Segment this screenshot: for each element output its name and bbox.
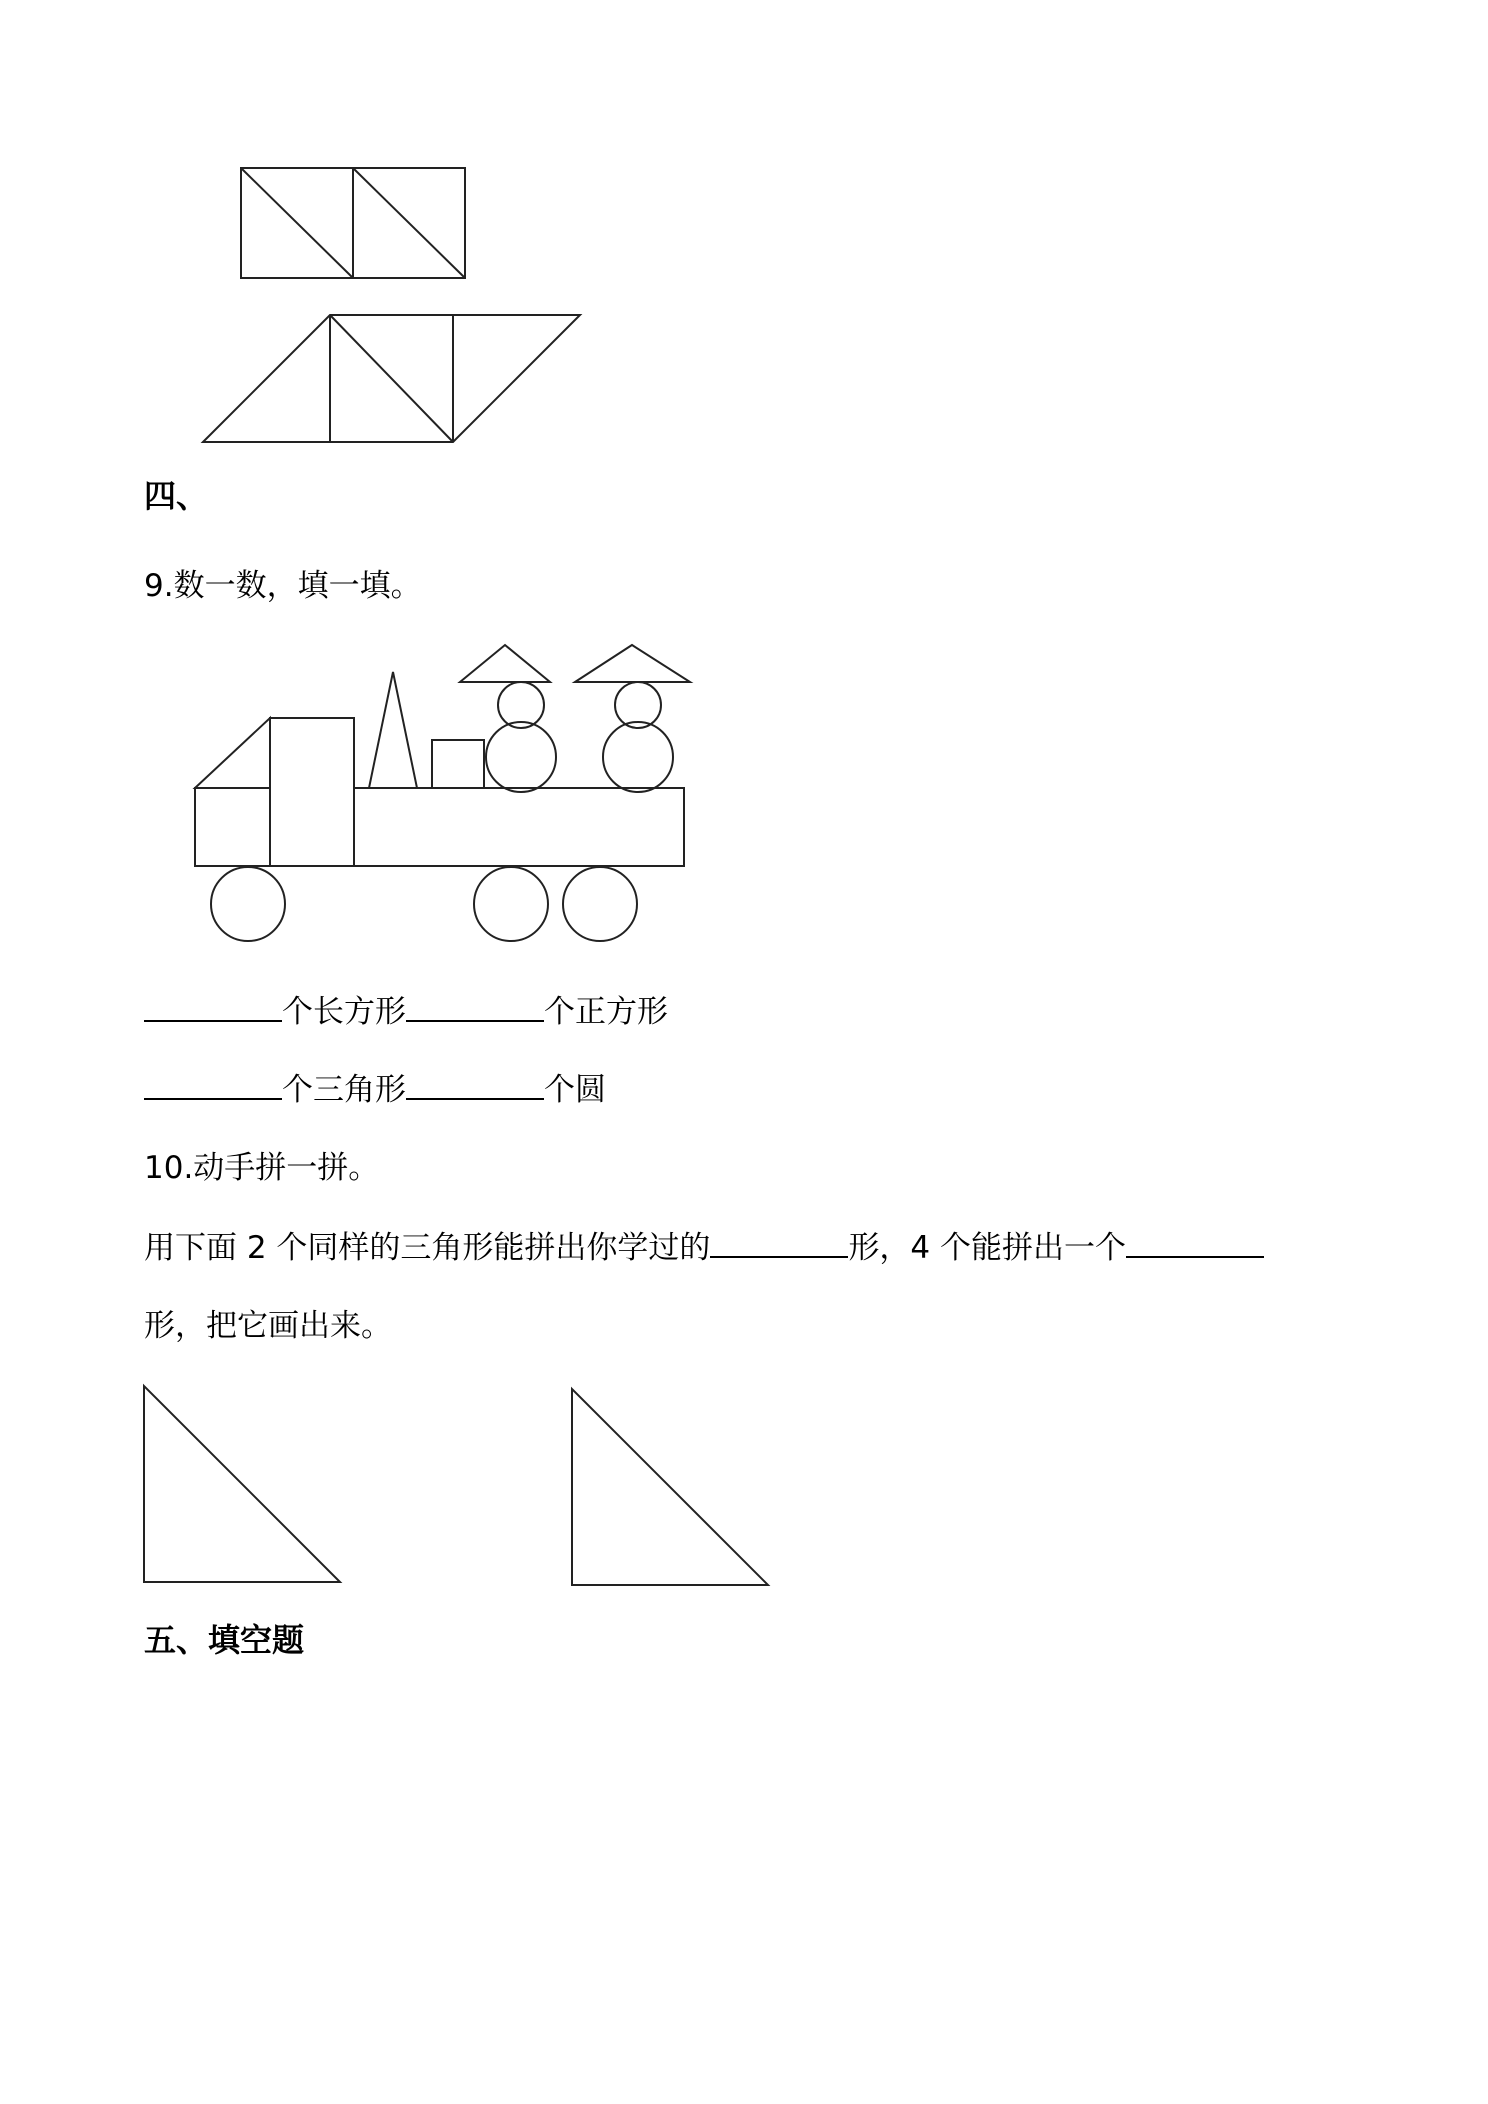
hat-triangle-left: [460, 645, 550, 682]
hat-triangle-right: [575, 645, 690, 682]
question-9-line-2: [144, 1068, 606, 1110]
squares-label: 个正方形: [544, 994, 668, 1030]
answer-blank-triangles[interactable]: [144, 1068, 282, 1100]
triangle-composition-figure: [195, 160, 595, 450]
section-five-heading: 五、填空题: [144, 1621, 305, 1659]
question-10-text-2: 形，4 个能拼出一个: [848, 1230, 1127, 1266]
question-10-line-2: 形，把它画出来。: [144, 1308, 392, 1344]
question-10-prompt: 10.动手拼一拼。: [144, 1150, 380, 1186]
right-triangle-right: [568, 1385, 778, 1595]
answer-blank-two-triangles[interactable]: [710, 1226, 848, 1258]
rectangles-label: 个长方形: [282, 994, 406, 1030]
right-triangle-left: [140, 1382, 350, 1592]
question-10-text-1: 用下面 2 个同样的三角形能拼出你学过的: [144, 1230, 711, 1266]
question-9-line-1: [144, 990, 668, 1032]
section-four-heading: 四、: [144, 477, 209, 515]
question-10-line-1: [144, 1226, 1264, 1268]
truck-shapes-figure: [185, 640, 705, 950]
circles-label: 个圆: [544, 1072, 606, 1108]
triangles-label: 个三角形: [282, 1072, 406, 1108]
answer-blank-rectangles[interactable]: [144, 990, 282, 1022]
answer-blank-squares[interactable]: [406, 990, 544, 1022]
question-9-prompt: 9.数一数，填一填。: [144, 568, 422, 604]
answer-blank-circles[interactable]: [406, 1068, 544, 1100]
answer-blank-four-triangles[interactable]: [1126, 1226, 1264, 1258]
